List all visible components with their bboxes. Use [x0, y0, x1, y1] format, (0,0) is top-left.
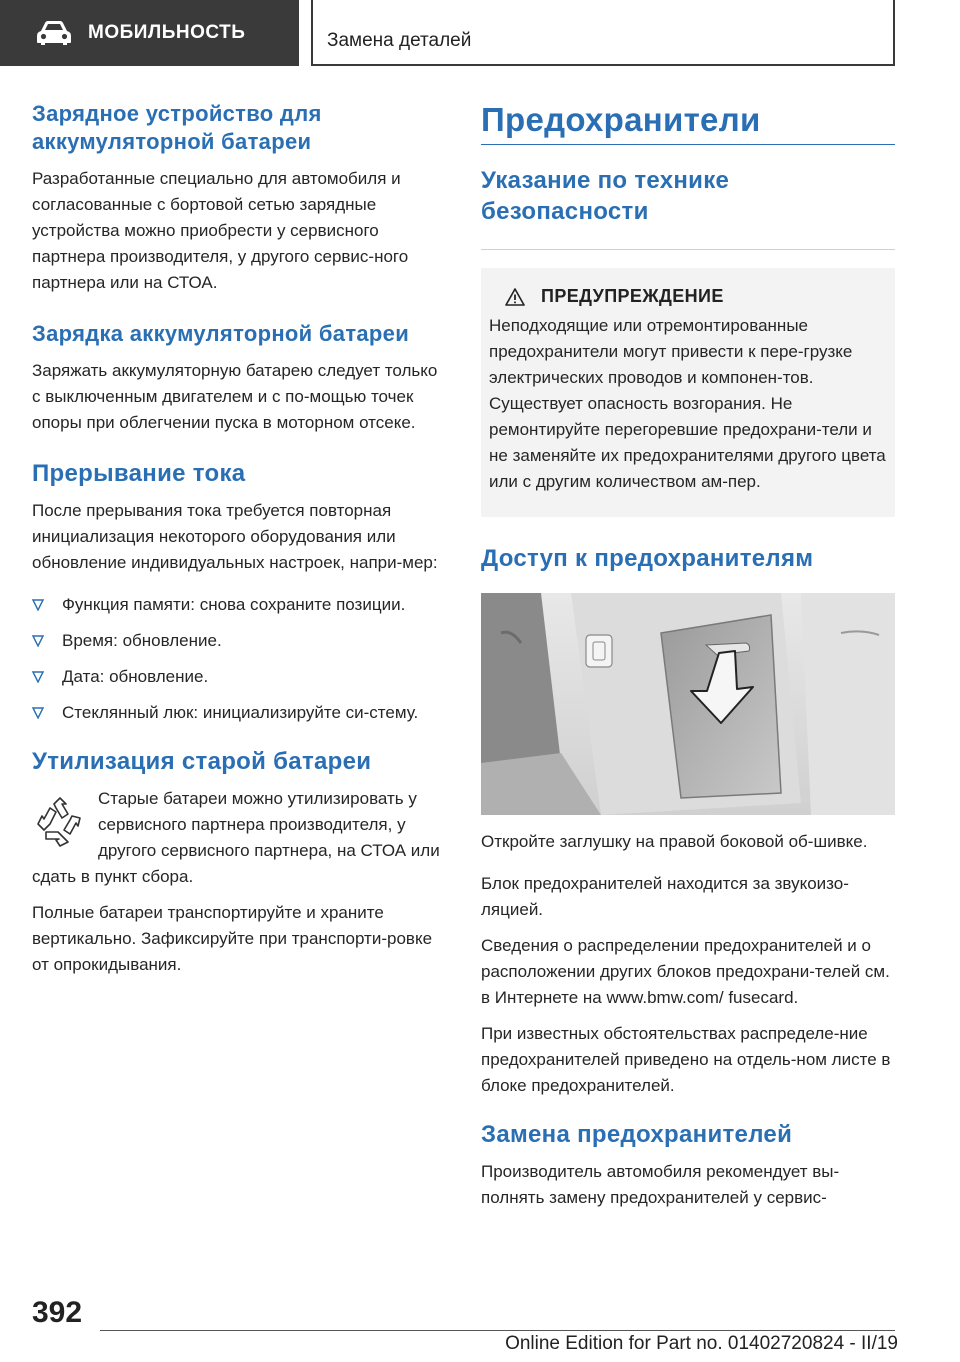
page-number: 392	[32, 1296, 83, 1329]
footer-rule	[100, 1330, 895, 1331]
triangle-bullet-icon	[32, 599, 44, 611]
heading-safety: Указание по технике безопасности	[481, 167, 730, 225]
disposal-block	[32, 786, 446, 890]
paragraph-fuse-sheet: При известных обстоятельствах распределе-ние предохранителей приведено на отдель-ном листе в блоке предохранителей.	[481, 1024, 891, 1095]
heading-fuse-access: Доступ к предохранителям	[481, 545, 814, 572]
list-item: Стеклянный люк: инициализируйте си-стему.	[32, 700, 446, 726]
paragraph-open-cover: Откройте заглушку на правой боковой об-шивке.	[481, 832, 868, 851]
heading-fuse-replacement: Замена предохранителей	[481, 1121, 793, 1148]
breadcrumb-text: Замена деталей	[327, 30, 472, 51]
triangle-bullet-icon	[32, 635, 44, 647]
paragraph-fuse-info: Сведения о распределении предохранителей и о расположении других блоков предохрани-телей см. в Интернете на www.bmw.com/ fusecard.	[481, 936, 890, 1007]
left-column	[32, 100, 446, 978]
paragraph-power-interruption: После прерывания тока требуется повторная инициализация некоторого оборудования или обновление индивидуальных настроек, напри-мер:	[32, 501, 438, 572]
recycle-icon	[32, 794, 88, 850]
heading-battery-disposal: Утилизация старой батареи	[32, 748, 372, 775]
section-tab[interactable]	[0, 0, 299, 66]
trunk-illustration	[481, 593, 895, 815]
fuse-cover-photo	[481, 593, 895, 815]
warning-text: Неподходящие или отремонтированные предохранители могут привести к пере-грузке электрических проводов и компонен-тов. Существует опасность возгорания. Не ремонтируйте перегоревшие предохрани-тели и не заменяйте их предохранителями другого цвета или с другим количеством ам-пер.	[489, 316, 886, 491]
paragraph-fuse-box-location: Блок предохранителей находится за звукоизо-ляцией.	[481, 874, 849, 919]
paragraph-fuse-replacement: Производитель автомобиля рекомендует вы-полнять замену предохранителей у сервис-	[481, 1162, 840, 1207]
breadcrumb	[311, 0, 895, 66]
heading-power-interruption: Прерывание тока	[32, 460, 246, 487]
triangle-bullet-icon	[32, 671, 44, 683]
warning-heading: ПРЕДУПРЕЖДЕНИЕ	[505, 286, 887, 307]
car-icon	[36, 20, 72, 46]
warning-box	[481, 268, 895, 517]
paragraph-charging: Заряжать аккумуляторную батарею следует только с выключенным двигателем и с по-мощью точек опоры при облегчении пуска в моторном отсеке.	[32, 361, 438, 432]
triangle-bullet-icon	[32, 707, 44, 719]
heading-charging: Зарядка аккумуляторной батареи	[32, 321, 410, 346]
paragraph-disposal-1: Старые батареи можно утилизировать у сервисного партнера производителя, у другого сервисного партнера, на СТОА или сдать в пункт сбора.	[32, 789, 440, 886]
title-rule	[481, 100, 895, 145]
footer-edition: Online Edition for Part no. 01402720824 - II/19	[505, 1333, 898, 1354]
paragraph-charger: Разработанные специально для автомобиля и согласованные с бортовой сетью зарядные устройства можно приобрести у сервисного партнера производителя, у другого сервис-ного партнера или на СТОА.	[32, 169, 409, 292]
right-column	[481, 100, 895, 1211]
page-title: Предохранители	[481, 101, 761, 138]
list-item: Время: обновление.	[32, 628, 446, 654]
list-item: Функция памяти: снова сохраните позиции.	[32, 592, 446, 618]
paragraph-disposal-2: Полные батареи транспортируйте и храните вертикально. Зафиксируйте при транспорти-ровке от опрокидывания.	[32, 903, 433, 974]
reset-list	[32, 592, 446, 726]
section-tab-label: МОБИЛЬНОСТЬ	[88, 22, 246, 43]
warning-triangle-icon	[505, 288, 525, 306]
heading-charger: Зарядное устройство для аккумуляторной батареи	[32, 101, 322, 154]
list-item: Дата: обновление.	[32, 664, 446, 690]
